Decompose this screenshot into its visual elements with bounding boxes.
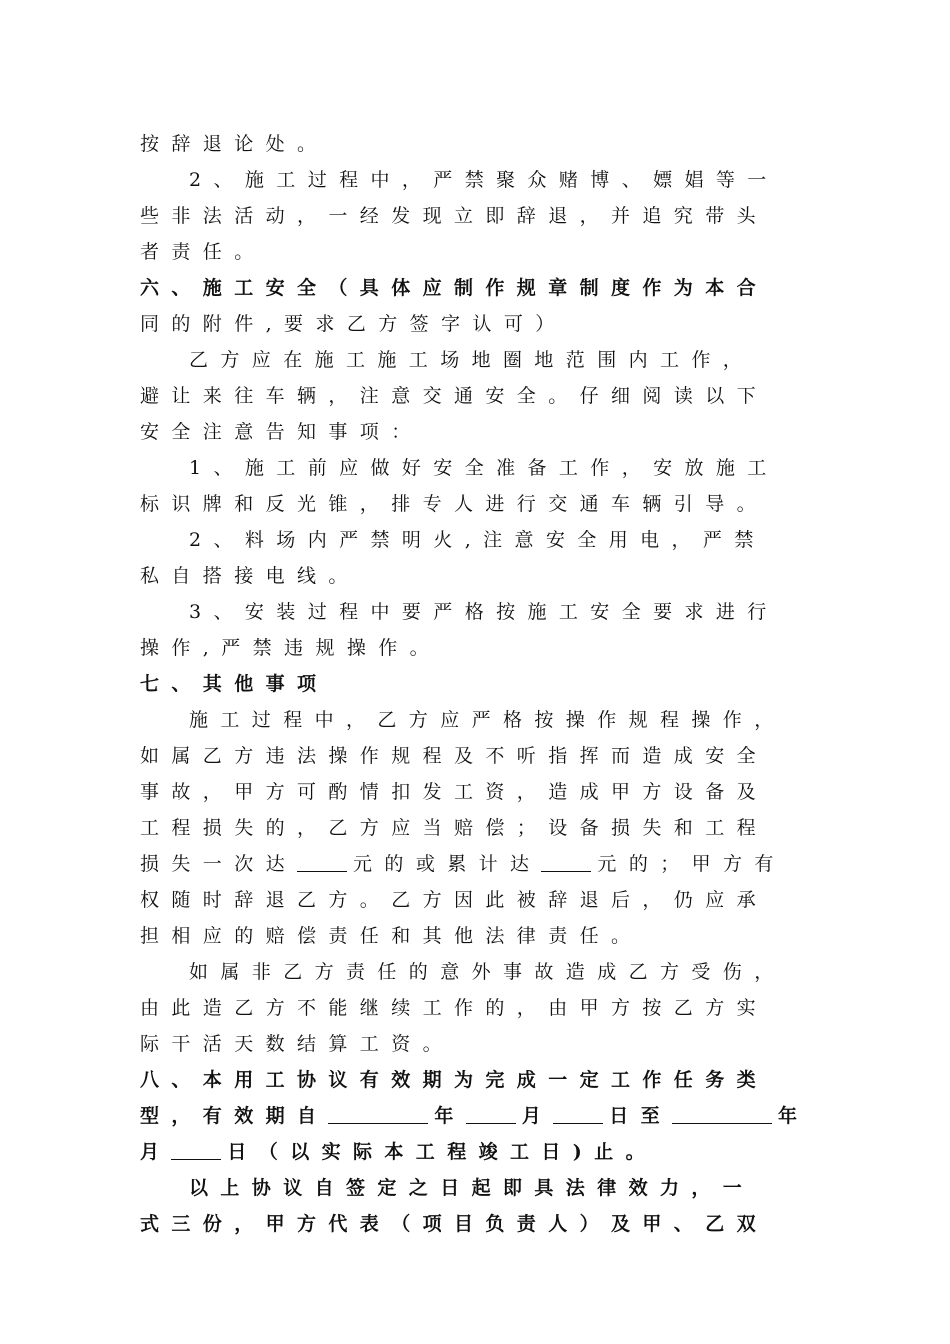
- section-heading-term: 八、本用工协议有效期为完成一定工作任务类: [140, 1069, 769, 1091]
- text-line: 者责任。: [140, 241, 266, 263]
- text-line: 2、料场内严禁明火,注意安全用电，严禁: [189, 529, 766, 551]
- text-line: 私自搭接电线。: [140, 565, 360, 587]
- text-line: 2、施工过程中，严禁聚众赌博、嫖娼等一: [189, 169, 779, 191]
- text-line: 式三份，甲方代表（项目负责人）及甲、乙双: [140, 1213, 769, 1235]
- text-line: 事故，甲方可酌情扣发工资，造成甲方设备及: [140, 781, 769, 803]
- text-segment: 年: [778, 1105, 810, 1127]
- text-segment: 型，有效期自: [140, 1105, 329, 1127]
- fill-in-blank[interactable]: [672, 1122, 772, 1124]
- text-segment: 日（以实际本工程竣工日)止。: [227, 1141, 657, 1163]
- fill-in-blank[interactable]: [553, 1122, 603, 1124]
- fill-in-blank[interactable]: [541, 870, 591, 872]
- fill-in-blank[interactable]: [171, 1158, 221, 1160]
- text-line: 际干活天数结算工资。: [140, 1033, 455, 1055]
- fill-in-blank[interactable]: [297, 870, 347, 872]
- text-line: 同的附件,要求乙方签字认可）: [140, 313, 567, 335]
- text-line: 施工过程中，乙方应严格按操作规程操作，: [189, 709, 786, 731]
- fill-in-blank[interactable]: [466, 1122, 516, 1124]
- text-segment: 年: [434, 1105, 466, 1127]
- section-heading-safety: 六、施工安全（具体应制作规章制度作为本合: [140, 277, 769, 299]
- text-line-with-blanks: [140, 1134, 800, 1170]
- text-line: 操作,严禁违规操作。: [140, 637, 442, 659]
- text-segment: 元的；甲方有: [597, 853, 786, 875]
- text-line: 3、安装过程中要严格按施工安全要求进行: [189, 601, 779, 623]
- text-line-with-blanks: [140, 1098, 810, 1134]
- text-line: 权随时辞退乙方。乙方因此被辞退后，仍应承: [140, 889, 769, 911]
- text-line: 避让来往车辆，注意交通安全。仔细阅读以下: [140, 385, 769, 407]
- text-line-with-blanks: [140, 846, 800, 882]
- text-line: 以上协议自签定之日起即具法律效力，一: [189, 1177, 755, 1199]
- text-segment: 月: [140, 1141, 172, 1163]
- text-line: 标识牌和反光锥，排专人进行交通车辆引导。: [140, 493, 769, 515]
- text-line: 1、施工前应做好安全准备工作，安放施工: [189, 457, 779, 479]
- text-line: 安全注意告知事项：: [140, 421, 423, 443]
- section-heading-other: 七、其他事项: [140, 673, 329, 695]
- text-line: 些非法活动，一经发现立即辞退，并追究带头: [140, 205, 769, 227]
- text-line: 如属非乙方责任的意外事故造成乙方受伤，: [189, 961, 786, 983]
- text-line: 乙方应在施工施工场地圈地范围内工作，: [189, 349, 755, 371]
- text-line: 由此造乙方不能继续工作的，由甲方按乙方实: [140, 997, 769, 1019]
- text-segment: 日至: [609, 1105, 673, 1127]
- text-line: 如属乙方违法操作规程及不听指挥而造成安全: [140, 745, 769, 767]
- fill-in-blank[interactable]: [328, 1122, 428, 1124]
- text-segment: 月: [521, 1105, 554, 1127]
- text-segment: 损失一次达: [140, 853, 298, 875]
- text-line: 按辞退论处。: [140, 133, 329, 155]
- text-line: 担相应的赔偿责任和其他法律责任。: [140, 925, 643, 947]
- text-segment: 元的或累计达: [353, 853, 542, 875]
- text-line: 工程损失的，乙方应当赔偿；设备损失和工程: [140, 817, 769, 839]
